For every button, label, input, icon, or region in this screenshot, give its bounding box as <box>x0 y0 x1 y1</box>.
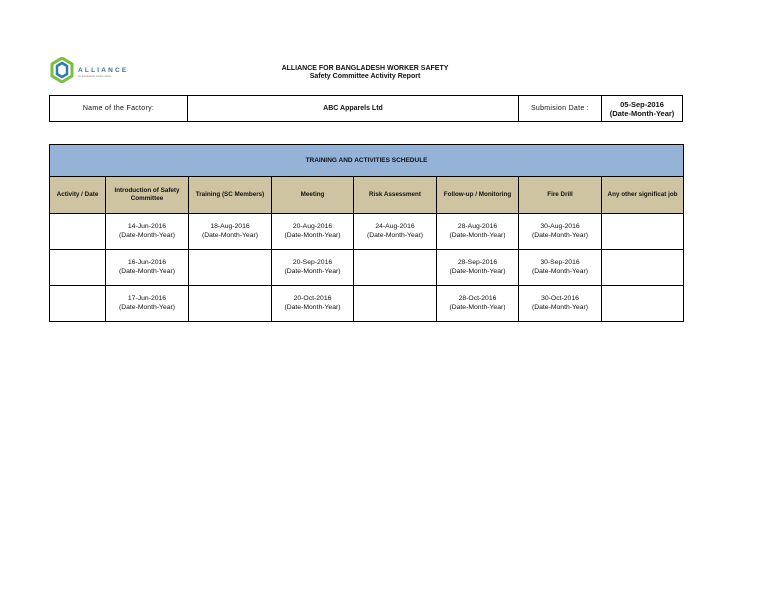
table-cell <box>602 214 684 250</box>
activity-schedule-table <box>49 144 684 322</box>
table-cell <box>189 214 272 250</box>
alliance-logo-icon <box>50 57 74 83</box>
column-header: Training (SC Members) <box>189 177 272 214</box>
cell-date-format: (Date-Month-Year) <box>531 231 589 239</box>
factory-info-table <box>49 95 683 122</box>
schedule-rows <box>50 214 684 322</box>
column-header: Activity / Date <box>50 177 106 214</box>
column-header: Any other significat job <box>602 177 684 214</box>
table-cell <box>354 214 437 250</box>
cell-date-format: (Date-Month-Year) <box>284 267 341 275</box>
table-cell <box>189 250 272 286</box>
table-cell <box>519 214 602 250</box>
cell-date-format: (Date-Month-Year) <box>531 303 589 311</box>
cell-date: 20-Oct-2016 <box>293 295 332 302</box>
table-cell <box>106 250 189 286</box>
table-row <box>50 286 684 322</box>
table-cell <box>50 250 106 286</box>
cell-date: 28-Oct-2016 <box>458 295 497 302</box>
table-cell <box>50 214 106 250</box>
cell-date: 14-Jun-2016 <box>127 223 167 230</box>
report-org-title: ALLIANCE FOR BANGLADESH WORKER SAFETY <box>281 65 449 72</box>
table-cell <box>437 286 519 322</box>
cell-date: 20-Aug-2016 <box>292 223 333 230</box>
table-cell <box>50 286 106 322</box>
logo-wordmark: ALLIANCE <box>78 67 129 74</box>
cell-date: 18-Aug-2016 <box>210 223 250 230</box>
cell-date-format: (Date-Month-Year) <box>284 303 341 311</box>
table-cell <box>106 214 189 250</box>
submission-date-label: Submision Date : <box>519 96 602 122</box>
factory-name-label: Name of the Factory: <box>50 96 188 122</box>
cell-date-format: (Date-Month-Year) <box>118 231 176 239</box>
table-cell <box>519 250 602 286</box>
column-header: Fire Drill <box>519 177 602 214</box>
factory-name-value: ABC Apparels Ltd <box>188 96 519 122</box>
table-cell <box>519 286 602 322</box>
cell-date: 30-Aug-2016 <box>540 223 580 230</box>
table-cell <box>272 250 354 286</box>
column-header: Follow-up / Monitoring <box>437 177 519 214</box>
table-cell <box>189 286 272 322</box>
alliance-logo <box>50 57 140 87</box>
table-cell <box>272 214 354 250</box>
table-cell <box>437 214 519 250</box>
table-cell <box>602 286 684 322</box>
table-cell <box>437 250 519 286</box>
column-header: Risk Assessment <box>354 177 437 214</box>
submission-date-value: 05-Sep-2016 <box>620 99 664 109</box>
table-cell <box>272 286 354 322</box>
table-cell <box>106 286 189 322</box>
cell-date-format: (Date-Month-Year) <box>531 267 589 275</box>
schedule-column-headers <box>50 177 684 214</box>
cell-date-format: (Date-Month-Year) <box>201 231 259 239</box>
table-row <box>50 250 684 286</box>
column-header: Introduction of Safety Committee <box>106 177 189 214</box>
logo-tagline: for bangladesh worker safety <box>78 75 112 78</box>
cell-date: 28-Sep-2016 <box>457 259 498 266</box>
cell-date-format: (Date-Month-Year) <box>449 267 506 275</box>
table-cell <box>354 250 437 286</box>
cell-date: 20-Sep-2016 <box>292 259 333 266</box>
table-row <box>50 214 684 250</box>
schedule-heading: TRAINING AND ACTIVITIES SCHEDULE <box>50 145 684 177</box>
table-cell <box>354 286 437 322</box>
table-cell <box>602 250 684 286</box>
cell-date-format: (Date-Month-Year) <box>366 231 424 239</box>
cell-date-format: (Date-Month-Year) <box>118 267 176 275</box>
cell-date-format: (Date-Month-Year) <box>118 303 176 311</box>
report-title: Safety Committee Activity Report <box>309 73 421 80</box>
cell-date: 16-Jun-2016 <box>127 259 167 266</box>
cell-date: 28-Aug-2016 <box>457 223 498 230</box>
cell-date-format: (Date-Month-Year) <box>449 231 506 239</box>
submission-date-format: (Date-Month-Year) <box>609 108 675 118</box>
cell-date-format: (Date-Month-Year) <box>284 231 341 239</box>
column-header: Meeting <box>272 177 354 214</box>
cell-date: 30-Sep-2016 <box>540 259 580 266</box>
cell-date: 24-Aug-2016 <box>375 223 415 230</box>
submission-date-cell <box>602 96 683 122</box>
cell-date: 17-Jun-2016 <box>127 295 167 302</box>
cell-date-format: (Date-Month-Year) <box>449 303 506 311</box>
cell-date: 30-Oct-2016 <box>541 295 579 302</box>
